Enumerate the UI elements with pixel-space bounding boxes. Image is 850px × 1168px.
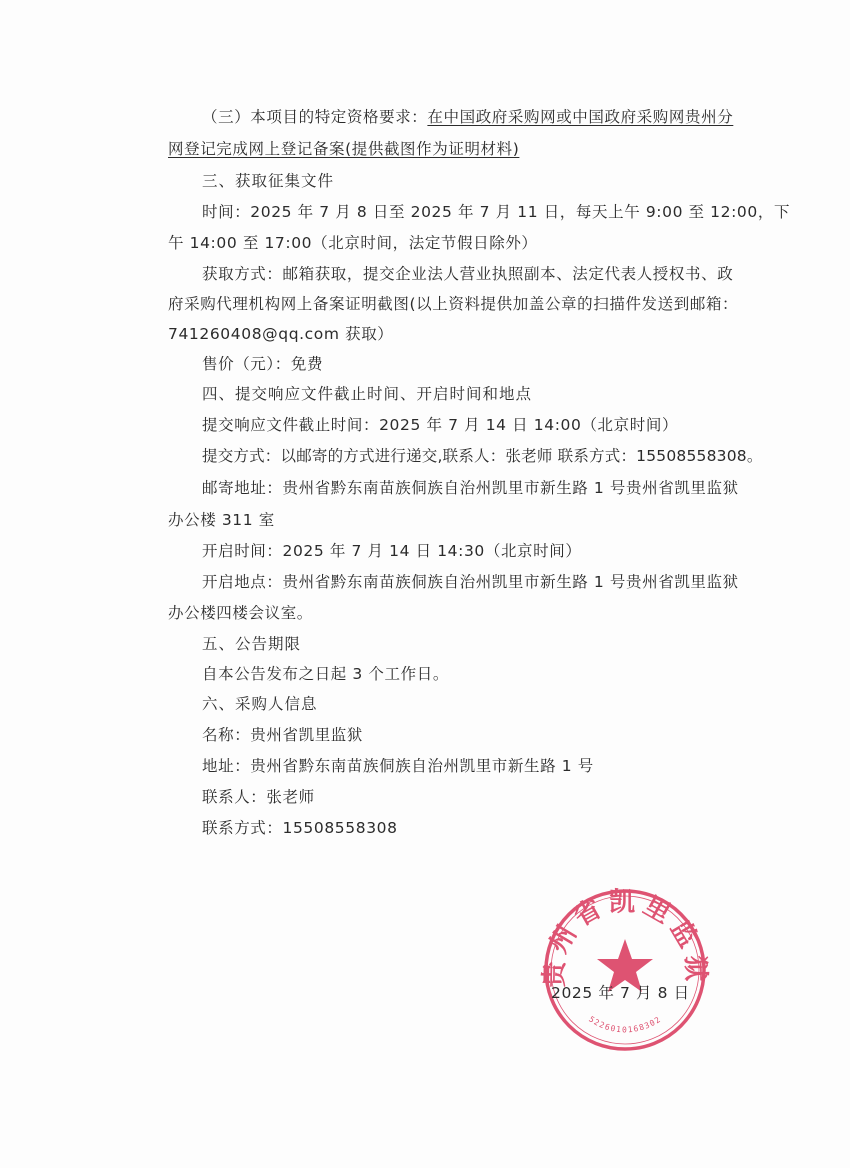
mail-address-line-1: 邮寄地址：贵州省黔东南苗族侗族自治州凯里市新生路 1 号贵州省凯里监狱 <box>202 479 739 497</box>
qualification-line-1 <box>202 106 733 128</box>
section-4-heading: 四、提交响应文件截止时间、开启时间和地点 <box>202 385 533 403</box>
purchaser-address: 地址：贵州省黔东南苗族侗族自治州凯里市新生路 1 号 <box>202 757 594 775</box>
purchaser-name: 名称：贵州省凯里监狱 <box>202 726 364 744</box>
open-place-line-1: 开启地点：贵州省黔东南苗族侗族自治州凯里市新生路 1 号贵州省凯里监狱 <box>202 573 739 591</box>
section-5-heading: 五、公告期限 <box>202 635 302 653</box>
price-line: 售价（元）：免费 <box>202 355 324 373</box>
obtain-method-line-3: 741260408@qq.com 获取） <box>168 325 394 343</box>
official-seal <box>540 885 710 1055</box>
section-3-heading: 三、获取征集文件 <box>202 172 335 190</box>
obtain-time-line-2: 午 14:00 至 17:00（北京时间，法定节假日除外） <box>168 234 538 252</box>
qualification-requirement-2: 网登记完成网上登记备案(提供截图作为证明材料) <box>168 140 520 158</box>
open-place-line-2: 办公楼四楼会议室。 <box>168 604 313 622</box>
signature-date: 2025 年 7 月 8 日 <box>551 984 690 1002</box>
mail-address-line-2: 办公楼 311 室 <box>168 511 275 529</box>
purchaser-phone: 联系方式：15508558308 <box>202 819 398 837</box>
obtain-method-line-1: 获取方式：邮箱获取，提交企业法人营业执照副本、法定代表人授权书、政 <box>202 265 734 283</box>
submit-deadline: 提交响应文件截止时间：2025 年 7 月 14 日 14:00（北京时间） <box>202 416 679 434</box>
seal-top-text: 贵州省凯里监狱 <box>540 887 710 988</box>
announcement-period: 自本公告发布之日起 3 个工作日。 <box>202 665 449 683</box>
qualification-requirement-1: 在中国政府采购网或中国政府采购网贵州分 <box>427 108 734 126</box>
open-time: 开启时间：2025 年 7 月 14 日 14:30（北京时间） <box>202 542 582 560</box>
section-6-heading: 六、采购人信息 <box>202 695 318 713</box>
qualification-prefix: （三）本项目的特定资格要求： <box>202 108 428 126</box>
obtain-time-line-1: 时间：2025 年 7 月 8 日至 2025 年 7 月 11 日，每天上午 9:00 至 12:00，下 <box>202 203 791 221</box>
submit-method: 提交方式：以邮寄的方式进行递交,联系人：张老师 联系方式：15508558308。 <box>202 447 763 465</box>
seal-serial: 5226010168302 <box>587 1014 663 1035</box>
obtain-method-line-2: 府采购代理机构网上备案证明截图(以上资料提供加盖公章的扫描件发送到邮箱： <box>168 295 739 313</box>
purchaser-contact: 联系人：张老师 <box>202 788 315 806</box>
